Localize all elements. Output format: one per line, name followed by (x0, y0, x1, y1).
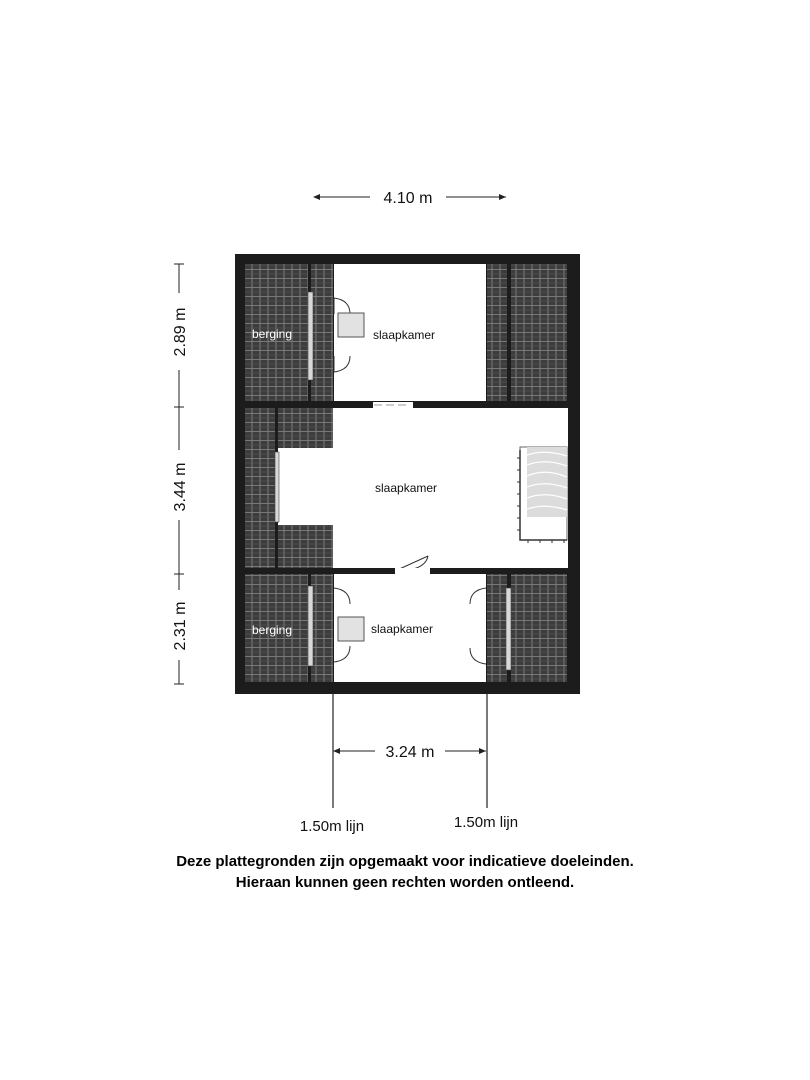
roof-slope-middle-left (245, 408, 275, 568)
dimension-width-total: 4.10 m (383, 190, 433, 207)
roof-slope-middle-left-bottom (278, 525, 333, 568)
roof-slope-top-right-inner (487, 264, 507, 401)
room-label-middle-bedroom: slaapkamer (375, 481, 438, 495)
room-label-top-storage: berging (252, 327, 293, 341)
room-label-bottom-bedroom: slaapkamer (371, 622, 434, 636)
dimension-height-bottom: 2.31 m (172, 601, 189, 651)
staircase (517, 447, 567, 543)
dimension-width-inner: 3.24 m (385, 744, 435, 761)
fixture-bottom (338, 617, 364, 641)
roof-slope-middle-left-top (278, 408, 333, 448)
roof-slope-bottom-right-inner (487, 574, 507, 682)
fixture-top (338, 313, 364, 337)
room-label-bottom-storage: berging (252, 623, 293, 637)
disclaimer-line-2: Hieraan kunnen geen rechten worden ontleend. (235, 874, 575, 891)
roof-slope-bottom-right (511, 574, 567, 682)
roof-slope-bottom-left-inner (311, 574, 333, 682)
disclaimer-line-1: Deze plattegronden zijn opgemaakt voor indicatieve doeleinden. (176, 853, 634, 870)
room-label-top-bedroom: slaapkamer (373, 328, 436, 342)
line-label-left: 1.50m lijn (299, 818, 365, 835)
roof-slope-top-left-inner (311, 264, 333, 401)
roof-slope-top-right (511, 264, 567, 401)
dimension-height-middle: 3.44 m (172, 462, 189, 512)
line-label-right: 1.50m lijn (453, 814, 519, 831)
dimension-height-top: 2.89 m (172, 307, 189, 357)
